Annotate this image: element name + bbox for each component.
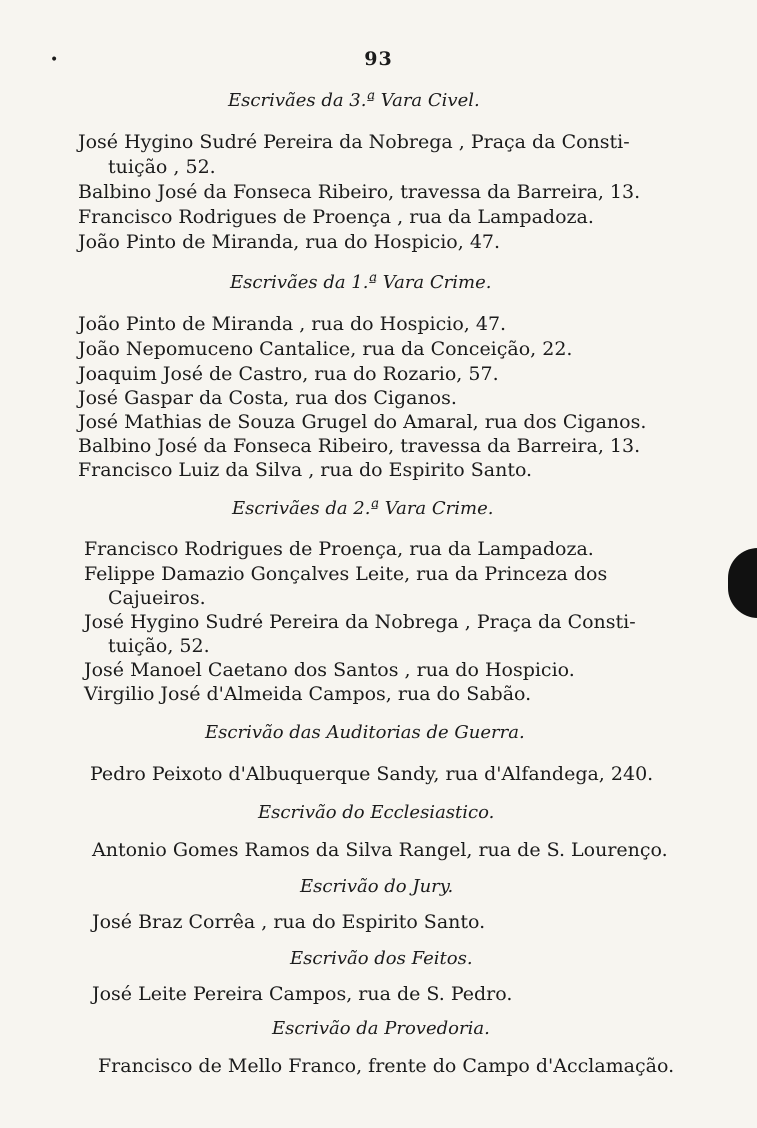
entry-line: Joaquim José de Castro, rua do Rozario, 57.	[78, 363, 499, 385]
entry-line: Balbino José da Fonseca Ribeiro, travessa da Barreira, 13.	[78, 435, 641, 457]
page-number: 93	[364, 48, 393, 70]
page-edge-blot	[728, 548, 757, 618]
entry-line: José Hygino Sudré Pereira da Nobrega , Praça da Consti-	[78, 131, 630, 153]
section-heading: Escrivães da 2.ª Vara Crime.	[232, 498, 494, 519]
entry-line: Francisco Rodrigues de Proença , rua da Lampadoza.	[78, 206, 594, 228]
entry-line: Antonio Gomes Ramos da Silva Rangel, rua de S. Lourenço.	[92, 839, 668, 861]
entry-line: José Manoel Caetano dos Santos , rua do Hospicio.	[84, 659, 575, 681]
entry-line: José Leite Pereira Campos, rua de S. Pedro.	[92, 983, 513, 1005]
entry-line: tuição , 52.	[108, 156, 216, 178]
section-heading: Escrivães da 3.ª Vara Civel.	[228, 90, 480, 111]
entry-line: João Pinto de Miranda, rua do Hospicio, 47.	[78, 231, 501, 253]
entry-line: Francisco de Mello Franco, frente do Campo d'Acclamação.	[98, 1055, 675, 1077]
entry-line: João Nepomuceno Cantalice, rua da Conceição, 22.	[78, 338, 573, 360]
entry-line: Virgilio José d'Almeida Campos, rua do Sabão.	[84, 683, 532, 705]
entry-line: Francisco Rodrigues de Proença, rua da Lampadoza.	[84, 538, 594, 560]
section-heading: Escrivão das Auditorias de Guerra.	[205, 722, 525, 743]
entry-line: Francisco Luiz da Silva , rua do Espirito Santo.	[78, 459, 533, 481]
entry-line: Felippe Damazio Gonçalves Leite, rua da Princeza dos	[84, 563, 608, 585]
entry-line: João Pinto de Miranda , rua do Hospicio, 47.	[78, 313, 507, 335]
section-heading: Escrivão do Jury.	[300, 876, 454, 897]
section-heading: Escrivão da Provedoria.	[272, 1018, 490, 1039]
section-heading: Escrivães da 1.ª Vara Crime.	[230, 272, 492, 293]
entry-line: Balbino José da Fonseca Ribeiro, travessa da Barreira, 13.	[78, 181, 641, 203]
entry-line: José Mathias de Souza Grugel do Amaral, rua dos Ciganos.	[78, 411, 647, 433]
entry-line: José Gaspar da Costa, rua dos Ciganos.	[78, 387, 457, 409]
section-heading: Escrivão do Ecclesiastico.	[258, 802, 495, 823]
entry-line: Cajueiros.	[108, 587, 206, 609]
section-heading: Escrivão dos Feitos.	[290, 948, 473, 969]
margin-mark: •	[50, 52, 59, 68]
entry-line: tuição, 52.	[108, 635, 210, 657]
entry-line: Pedro Peixoto d'Albuquerque Sandy, rua d'Alfandega, 240.	[90, 763, 654, 785]
entry-line: José Hygino Sudré Pereira da Nobrega , Praça da Consti-	[84, 611, 636, 633]
entry-line: José Braz Corrêa , rua do Espirito Santo.	[92, 911, 486, 933]
